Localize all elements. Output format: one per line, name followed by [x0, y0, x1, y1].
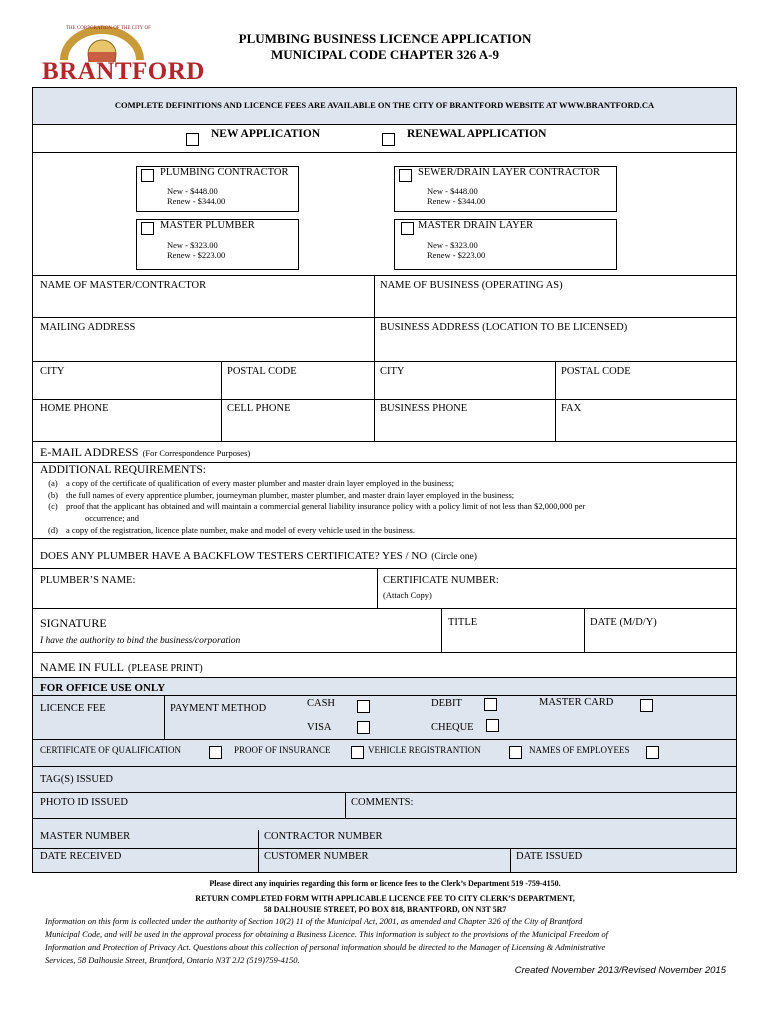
photo-id-field[interactable]: PHOTO ID ISSUED: [40, 797, 128, 808]
requirement-d: (d) a copy of the registration, licence plate number, make and model of every vehicle used in the business.: [48, 524, 415, 535]
names-employees-label: NAMES OF EMPLOYEES: [529, 745, 630, 755]
tags-issued-field[interactable]: TAG(S) ISSUED: [40, 774, 113, 785]
visa-checkbox[interactable]: [357, 721, 370, 734]
master-plumber-label: MASTER PLUMBER: [160, 220, 255, 231]
mailing-address-field[interactable]: MAILING ADDRESS: [40, 322, 136, 333]
office-use-bg: [33, 678, 736, 872]
fee-new: New - $323.00: [167, 240, 218, 250]
email-field[interactable]: [40, 443, 250, 461]
privacy-line: Municipal Code, and will be used in the approval process for obtaining a Business Licence. This information is subject to the provisions of the Municipal Freedom of: [45, 929, 608, 939]
name-business-field[interactable]: NAME OF BUSINESS (OPERATING AS): [380, 280, 563, 291]
cheque-checkbox[interactable]: [486, 719, 499, 732]
inquiries-note: Please direct any inquiries regarding this form or licence fees to the Clerk’s Department 519 -759-4150.: [209, 879, 561, 888]
fee-renew: Renew - $223.00: [167, 250, 226, 260]
email-label: E-MAIL ADDRESS: [40, 445, 139, 459]
master-plumber-checkbox[interactable]: [141, 222, 154, 235]
contractor-number-field[interactable]: CONTRACTOR NUMBER: [264, 831, 383, 842]
names-employees-checkbox[interactable]: [646, 746, 659, 759]
fee-renew: Renew - $344.00: [427, 196, 486, 206]
plumbing-contractor-checkbox[interactable]: [141, 169, 154, 182]
visa-label: VISA: [307, 722, 332, 733]
form-subtitle: MUNICIPAL CODE CHAPTER 326 A-9: [271, 47, 499, 62]
privacy-statement: [45, 915, 608, 967]
name-master-field[interactable]: NAME OF MASTER/CONTRACTOR: [40, 280, 207, 291]
master-drain-layer-label: MASTER DRAIN LAYER: [418, 220, 534, 231]
date-issued-field[interactable]: DATE ISSUED: [516, 851, 583, 862]
new-application-checkbox[interactable]: [186, 133, 199, 146]
licence-type-master-plumber: [136, 219, 299, 270]
master-drain-layer-checkbox[interactable]: [401, 222, 414, 235]
master-number-field[interactable]: MASTER NUMBER: [40, 831, 131, 842]
fax-field[interactable]: FAX: [561, 403, 582, 414]
privacy-line: Information on this form is collected under the authority of Section 10(2) 11 of the Municipal Act, 2001, as amended and Chapter 326 of the City of Brantford: [45, 916, 583, 926]
fee-renew: Renew - $344.00: [167, 196, 226, 206]
email-note: (For Correspondence Purposes): [142, 448, 251, 458]
requirement-b: (b) the full names of every apprentice plumber, journeyman plumber, master plumber, and master drain layer employed in the business;: [48, 489, 515, 500]
licence-fee-field[interactable]: LICENCE FEE: [40, 703, 106, 714]
requirements-list: [40, 478, 585, 537]
cheque-label: CHEQUE: [431, 722, 474, 733]
return-instructions-2: 58 DALHOUSIE STREET, PO BOX 818, BRANTFORD, ON N3T 5R7: [263, 905, 507, 914]
licence-type-sewer-drain: [394, 166, 617, 212]
debit-label: DEBIT: [431, 698, 462, 709]
plumbing-contractor-label: PLUMBING CONTRACTOR: [160, 167, 289, 178]
privacy-line: Information and Protection of Privacy Act. Questions about this collection of personal information should be directed to the Manager of Licensing & Administrative: [45, 942, 606, 952]
return-instructions-1: RETURN COMPLETED FORM WITH APPLICABLE LICENCE FEE TO CITY CLERK’S DEPARTMENT,: [195, 894, 575, 903]
proof-insurance-label: PROOF OF INSURANCE: [234, 745, 331, 755]
vehicle-reg-label: VEHICLE REGISTRANTION: [368, 745, 481, 755]
backflow-note: (Circle one): [431, 552, 477, 562]
banner-text: COMPLETE DEFINITIONS AND LICENCE FEES ARE AVAILABLE ON THE CITY OF BRANTFORD WEBSITE AT WWW.BRANTFORD.CA: [114, 100, 655, 110]
signature-field[interactable]: SIGNATURE: [40, 616, 107, 630]
business-phone-field[interactable]: BUSINESS PHONE: [380, 403, 468, 414]
sewer-drain-label: SEWER/DRAIN LAYER CONTRACTOR: [418, 167, 601, 178]
backflow-question-text: DOES ANY PLUMBER HAVE A BACKFLOW TESTERS CERTIFICATE? YES / NO: [40, 550, 428, 562]
renewal-application-label: RENEWAL APPLICATION: [407, 128, 547, 140]
authority-statement: I have the authority to bind the business/corporation: [40, 636, 241, 646]
privacy-line: Services, 58 Dalhousie Street, Brantford, Ontario N3T 2J2 (519)759-4150.: [45, 955, 300, 965]
city-field[interactable]: CITY: [40, 366, 65, 377]
logo-wordmark: BRANTFORD: [42, 58, 205, 85]
proof-insurance-checkbox[interactable]: [351, 746, 364, 759]
backflow-question[interactable]: [40, 546, 477, 564]
cell-phone-field[interactable]: CELL PHONE: [227, 403, 291, 414]
logo-arc-text: THE CORPORATION OF THE CITY OF: [66, 26, 151, 31]
fee-new: New - $448.00: [427, 186, 478, 196]
requirement-a: (a) a copy of the certificate of qualification of every master plumber and master drain layer employed in the business;: [48, 478, 455, 488]
licence-type-plumbing-contractor: [136, 166, 299, 212]
name-in-full-field[interactable]: [40, 658, 203, 676]
vehicle-reg-checkbox[interactable]: [509, 746, 522, 759]
postal-code-field[interactable]: POSTAL CODE: [227, 366, 297, 377]
comments-field[interactable]: COMMENTS:: [351, 797, 414, 808]
licence-type-master-drain-layer: [394, 219, 617, 270]
business-address-field[interactable]: BUSINESS ADDRESS (LOCATION TO BE LICENSED): [380, 322, 628, 333]
home-phone-field[interactable]: HOME PHONE: [40, 403, 109, 414]
name-in-full-label: NAME IN FULL: [40, 660, 124, 674]
office-use-header: FOR OFFICE USE ONLY: [40, 682, 166, 694]
additional-requirements-title: ADDITIONAL REQUIREMENTS:: [40, 464, 206, 476]
business-city-field[interactable]: CITY: [380, 366, 405, 377]
fee-new: New - $448.00: [167, 186, 218, 196]
debit-checkbox[interactable]: [484, 698, 497, 711]
fee-new: New - $323.00: [427, 240, 478, 250]
certificate-number-field[interactable]: CERTIFICATE NUMBER:: [383, 575, 499, 586]
name-in-full-note: (PLEASE PRINT): [128, 663, 203, 674]
plumber-name-field[interactable]: PLUMBER’S NAME:: [40, 575, 136, 586]
revision-note: Created November 2013/Revised November 2015: [514, 965, 726, 976]
customer-number-field[interactable]: CUSTOMER NUMBER: [264, 851, 369, 862]
cash-label: CASH: [307, 698, 336, 709]
business-postal-code-field[interactable]: POSTAL CODE: [561, 366, 631, 377]
new-application-label: NEW APPLICATION: [211, 128, 321, 140]
cert-qual-label: CERTIFICATE OF QUALIFICATION: [40, 745, 181, 755]
attach-copy-note: (Attach Copy): [383, 590, 432, 600]
requirement-c-cont: occurrence; and: [85, 513, 140, 524]
date-received-field[interactable]: DATE RECEIVED: [40, 851, 122, 862]
title-field[interactable]: TITLE: [448, 617, 478, 628]
requirement-c: (c) proof that the applicant has obtained and will maintain a commercial general liability insurance policy with a policy limit of not less than $2,000,000 per: [48, 501, 586, 512]
renewal-application-checkbox[interactable]: [382, 133, 395, 146]
master-card-label: MASTER CARD: [539, 697, 614, 708]
date-field[interactable]: DATE (M/D/Y): [590, 617, 657, 628]
payment-method-label: PAYMENT METHOD: [170, 703, 267, 714]
form-title: PLUMBING BUSINESS LICENCE APPLICATION: [238, 31, 532, 46]
master-card-checkbox[interactable]: [640, 699, 653, 712]
cash-checkbox[interactable]: [357, 700, 370, 713]
fee-renew: Renew - $223.00: [427, 250, 486, 260]
sewer-drain-checkbox[interactable]: [399, 169, 412, 182]
cert-qual-checkbox[interactable]: [209, 746, 222, 759]
